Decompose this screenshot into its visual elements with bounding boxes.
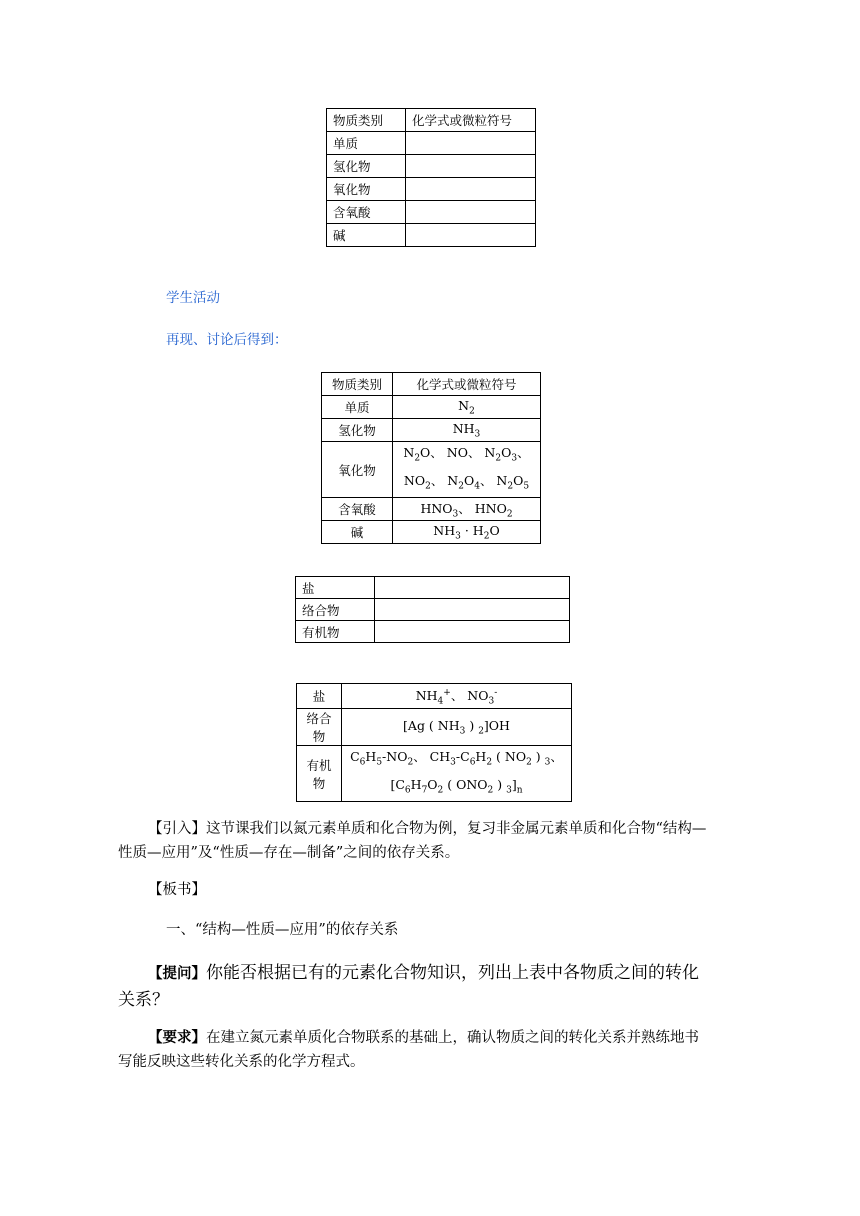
question-paragraph — [118, 960, 708, 1013]
table-row — [322, 396, 541, 419]
empty-cell — [375, 599, 570, 621]
table-row — [296, 599, 570, 621]
row-label: 盐 — [296, 577, 375, 599]
table-header-cell: 化学式或微粒符号 — [393, 373, 541, 396]
formula-cell: $HNO_3$、 $HNO_2$ — [393, 498, 541, 521]
table-row — [327, 201, 536, 224]
formula-cell: $NH_4^+$、 $NO_3^-$ — [342, 684, 572, 709]
activity-title: 学生活动 — [166, 290, 220, 306]
row-label: 碱 — [327, 224, 406, 247]
table-row — [297, 746, 572, 802]
activity-subtitle: 再现、讨论后得到： — [166, 332, 288, 348]
table-row — [327, 132, 536, 155]
table-header-cell: 物质类别 — [327, 109, 406, 132]
table-row — [296, 577, 570, 599]
filled-classification-table — [321, 372, 541, 544]
formula-cell: $NH_3$ — [393, 419, 541, 442]
formula-cell: $C_6H_5-NO_2$、 $CH_3-C_6H_2$ ( $NO_2$ ) $_3$、 [$C_6H_7O_2$ ( $ONO_2$ ) $_3]_n$ — [342, 746, 572, 802]
intro-paragraph — [118, 817, 708, 865]
empty-cell — [406, 224, 536, 247]
row-label: 氢化物 — [327, 155, 406, 178]
question-label: 【提问】 — [148, 965, 206, 982]
row-label: 络合物 — [296, 599, 375, 621]
table-row — [322, 521, 541, 544]
requirement-paragraph — [118, 1026, 708, 1074]
row-label: 含氧酸 — [327, 201, 406, 224]
table-header-cell: 化学式或微粒符号 — [406, 109, 536, 132]
intro-label: 【引入】 — [148, 821, 206, 837]
intro-text: 这节课我们以氮元素单质和化合物为例，复习非金属元素单质和化合物“结构—性质—应用”及“性质—存在—制备”之间的依存关系。 — [118, 821, 707, 861]
empty-cell — [406, 155, 536, 178]
formula-cell: $N_2O$、 NO、 $N_2O_3$、 $NO_2$、 $N_2O_4$、 $N_2O_5$ — [393, 442, 541, 498]
section-heading: 一、“结构—性质—应用”的依存关系 — [166, 922, 399, 938]
blank-extra-table — [295, 576, 570, 643]
row-label: 有机物 — [297, 746, 342, 802]
blank-classification-table — [326, 108, 536, 247]
formula-cell: $NH_3 \cdot H_2O$ — [393, 521, 541, 544]
table-row — [296, 621, 570, 643]
table-row — [322, 373, 541, 396]
table-row — [327, 155, 536, 178]
table-row — [327, 224, 536, 247]
table-row — [297, 709, 572, 746]
table-header-cell: 物质类别 — [322, 373, 393, 396]
row-label: 盐 — [297, 684, 342, 709]
row-label: 含氧酸 — [322, 498, 393, 521]
row-label: 单质 — [327, 132, 406, 155]
requirement-label: 【要求】 — [148, 1029, 206, 1046]
row-label: 络合物 — [297, 709, 342, 746]
empty-cell — [375, 621, 570, 643]
empty-cell — [406, 178, 536, 201]
row-label: 单质 — [322, 396, 393, 419]
row-label: 碱 — [322, 521, 393, 544]
question-text: 你能否根据已有的元素化合物知识，列出上表中各物质之间的转化关系？ — [118, 963, 699, 1010]
row-label: 氧化物 — [327, 178, 406, 201]
row-label: 有机物 — [296, 621, 375, 643]
table-row — [297, 684, 572, 709]
empty-cell — [406, 201, 536, 224]
empty-cell — [375, 577, 570, 599]
table-row — [327, 109, 536, 132]
formula-cell: $N_2$ — [393, 396, 541, 419]
filled-extra-table — [296, 683, 572, 802]
table-row — [322, 498, 541, 521]
table-row — [322, 442, 541, 498]
row-label: 氢化物 — [322, 419, 393, 442]
empty-cell — [406, 132, 536, 155]
row-label: 氧化物 — [322, 442, 393, 498]
table-row — [327, 178, 536, 201]
formula-cell: [Ag ( $NH_3$ ) $_2$]OH — [342, 709, 572, 746]
board-label: 【板书】 — [148, 882, 206, 898]
requirement-text: 在建立氮元素单质化合物联系的基础上，确认物质之间的转化关系并熟练地书写能反映这些转化关系的化学方程式。 — [118, 1030, 699, 1070]
table-row — [322, 419, 541, 442]
